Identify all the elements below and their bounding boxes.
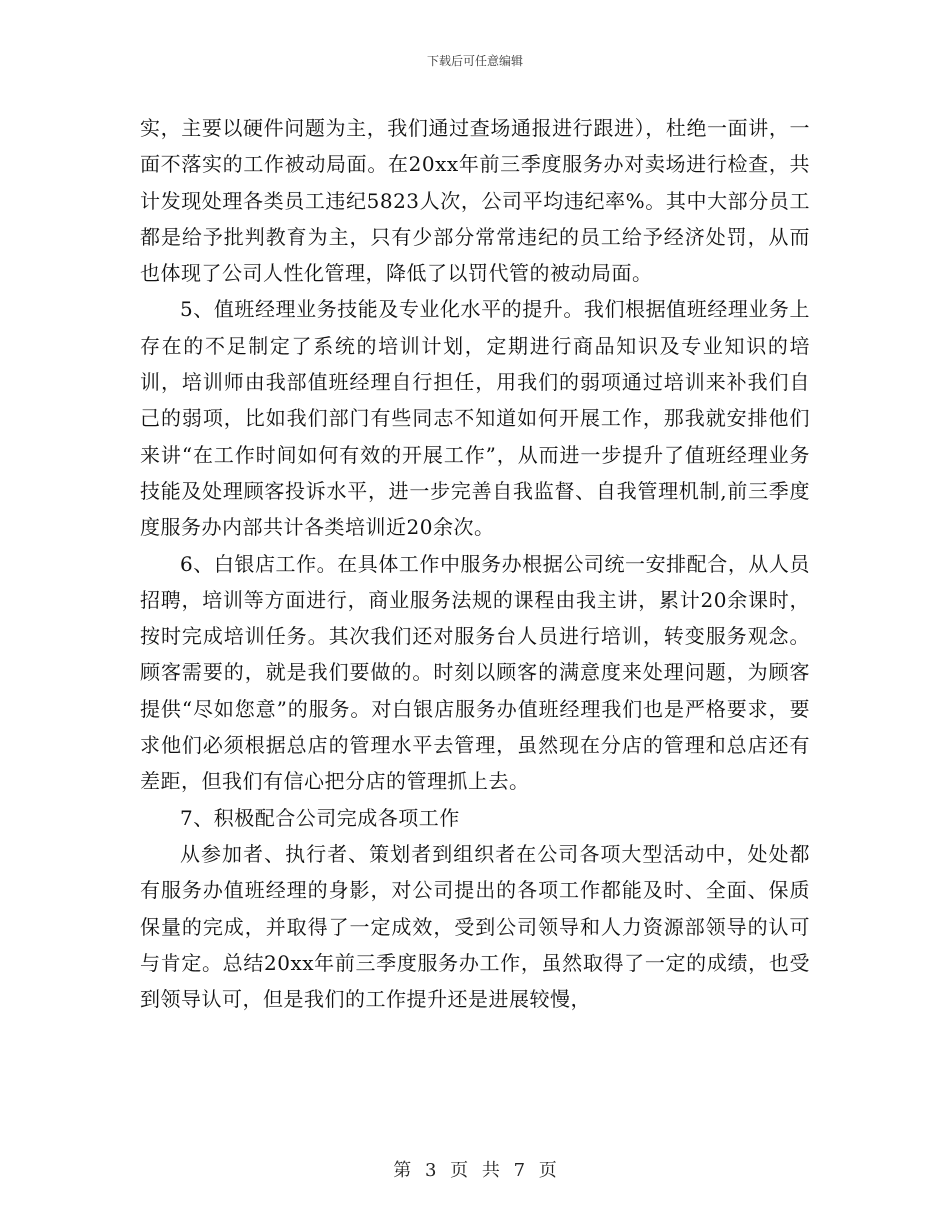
paragraph-item-5: 5、值班经理业务技能及专业化水平的提升。我们根据值班经理业务上存在的不足制定了系统的培训计划，定期进行商品知识及专业知识的培训，培训师由我部值班经理自行担任，用我们的弱项通过培训来补我们自己的弱项，比如我们部门有些同志不知道如何开展工作，那我就安排他们来讲“在工作时间如何有效的开展工作”，从而进一步提升了值班经理业务技能及处理顾客投诉水平，进一步完善自我监督、自我管理机制,前三季度度服务办内部共计各类培训近20余次。	[140, 297, 810, 540]
paragraph-item-7-body: 从参加者、执行者、策划者到组织者在公司各项大型活动中，处处都有服务办值班经理的身影，对公司提出的各项工作都能及时、全面、保质保量的完成，并取得了一定成效，受到公司领导和人力资源部领导的认可与肯定。总结20xx年前三季度服务办工作，虽然取得了一定的成绩，也受到领导认可，但是我们的工作提升还是进展较慢，	[140, 841, 810, 1012]
document-body	[140, 110, 810, 1017]
paragraph-continuation: 实，主要以硬件问题为主，我们通过查场通报进行跟进），杜绝一面讲，一面不落实的工作被动局面。在20xx年前三季度服务办对卖场进行检查，共计发现处理各类员工违纪5823人次，公司平均违纪率%。其中大部分员工都是给予批判教育为主，只有少部分常常违纪的员工给予经济处罚，从而也体现了公司人性化管理，降低了以罚代管的被动局面。	[140, 116, 810, 286]
paragraph-item-6: 6、白银店工作。在具体工作中服务办根据公司统一安排配合，从人员招聘，培训等方面进行，商业服务法规的课程由我主讲，累计20余课时，按时完成培训任务。其次我们还对服务台人员进行培训，转变服务观念。顾客需要的，就是我们要做的。时刻以顾客的满意度来处理问题，为顾客提供“尽如您意”的服务。对白银店服务办值班经理我们也是严格要求，要求他们必须根据总店的管理水平去管理，虽然现在分店的管理和总店还有差距，但我们有信心把分店的管理抓上去。	[140, 551, 810, 794]
page-header: 下载后可任意编辑	[426, 54, 523, 68]
paragraph-item-7-heading: 7、积极配合公司完成各项工作	[180, 805, 460, 830]
page-footer: 第 3 页 共 7 页	[393, 1160, 557, 1181]
